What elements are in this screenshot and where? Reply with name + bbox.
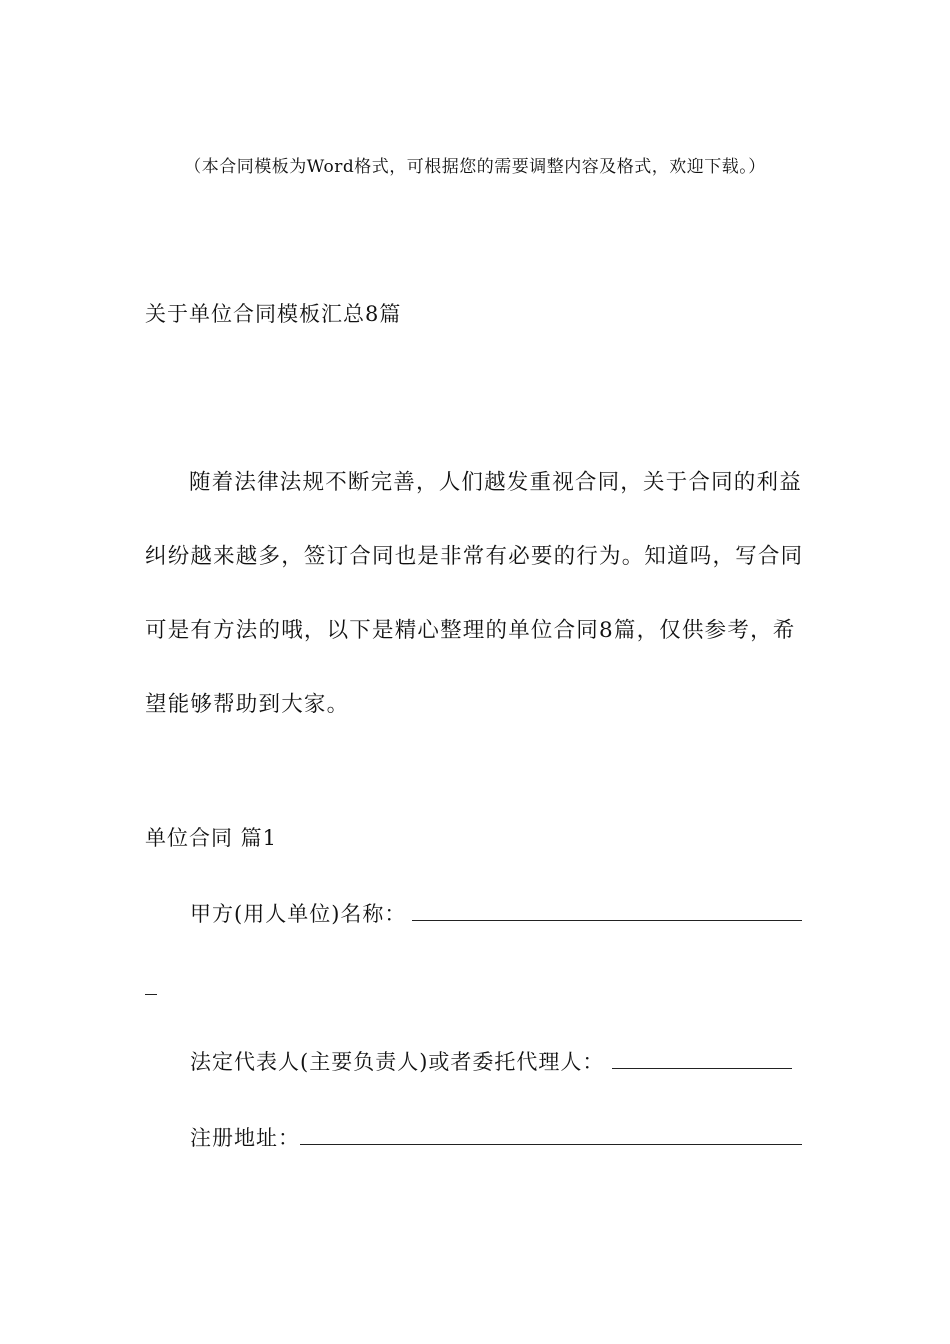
intro-paragraph: 随着法律法规不断完善，人们越发重视合同，关于合同的利益纠纷越来越多，签订合同也是非常有必要的行为。知道吗，写合同可是有方法的哦，以下是精心整理的单位合同8篇，仅供参考，希望能够帮助到大家。 (145, 470, 804, 717)
registered-address-label: 注册地址： (190, 1126, 300, 1150)
party-a-name-blank (412, 920, 802, 921)
legal-representative-blank (612, 1068, 792, 1069)
party-a-name-label: 甲方(用人单位)名称： (190, 902, 407, 926)
template-note: （本合同模板为Word格式，可根据您的需要调整内容及格式，欢迎下载。） (184, 157, 766, 177)
party-a-name-blank-continuation (145, 994, 157, 995)
section-heading: 单位合同 篇1 (145, 826, 278, 850)
legal-representative-label: 法定代表人(主要负责人)或者委托代理人： (190, 1050, 605, 1074)
registered-address-blank (300, 1144, 802, 1145)
document-title: 关于单位合同模板汇总8篇 (145, 302, 402, 326)
